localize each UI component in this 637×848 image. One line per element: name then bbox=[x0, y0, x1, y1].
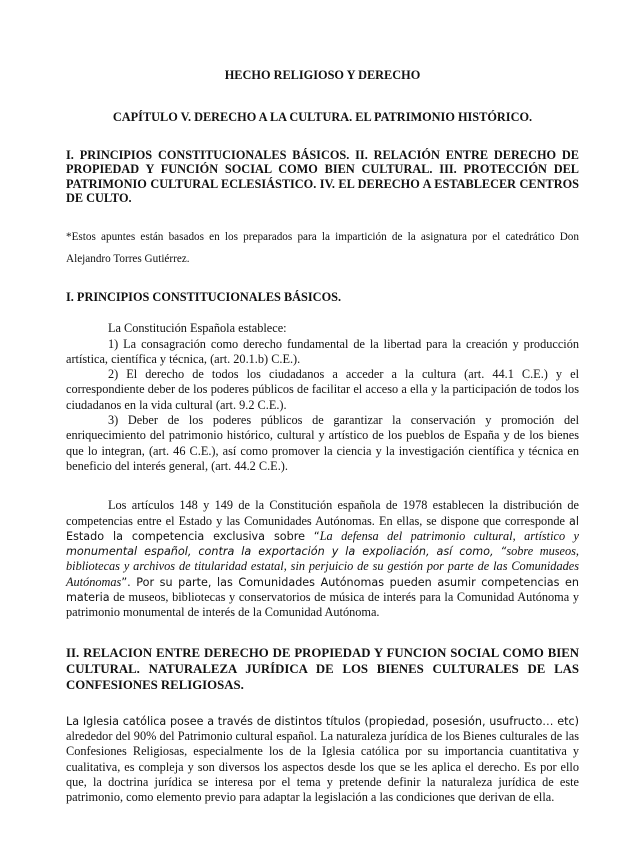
para-part-a: Los artículos 148 y 149 de la Constitución española de 1978 establecen la distribución de competencias entre el Estado y las Comunidades Autónomas. En ellas, se dispone que corresponde bbox=[66, 498, 579, 528]
para-part-f: ”. Por su parte, las Comunidades Autónomas pueden asumir competencias en materia bbox=[66, 575, 579, 605]
para2-part-b: alrededor del 90% del Patrimonio cultural español. La naturaleza jurídica de los Bienes culturales de las Confesiones Religiosas, especialmente los de la Iglesia católica por su importancia cuantitativa y cualitativa, es compleja y son diversos los aspectos desde los que se les aplica el derecho. Es por ello que, la doctrina jurídica se interesa por el tema y pretende definir la naturaleza jurídica de este patrimonio, como elemento previo para adaptar la legislación a las condiciones que derivan de ella. bbox=[66, 728, 579, 805]
para-quote-2: monumental español, contra la exportación y la expoliación, así como, “ bbox=[66, 545, 507, 559]
section-1-item-3: 3) Deber de los poderes públicos de garantizar la conservación y promoción del enriquecimiento del patrimonio histórico, cultural y artístico de los pueblos de España y de los bienes que lo integran, (art. 46 C.E.), así como promover la ciencia y la investigación científica y técnica en beneficio del interés general, (art. 44.2 C.E.). bbox=[66, 413, 579, 473]
chapter-outline: I. PRINCIPIOS CONSTITUCIONALES BÁSICOS. II. RELACIÓN ENTRE DERECHO DE PROPIEDAD Y FUNCIÓN SOCIAL COMO BIEN CULTURAL. III. PROTECCIÓN DEL PATRIMONIO CULTURAL ECLESIÁSTICO. IV. EL DERECHO A ESTABLECER CENTROS DE CULTO. bbox=[66, 147, 579, 206]
section-1-item-1: 1) La consagración como derecho fundamental de la libertad para la creación y producción artística, científica y técnica, (art. 20.1.b) C.E.). bbox=[66, 336, 579, 366]
para-part-b: al Estado la competencia exclusiva sobre “ bbox=[66, 514, 579, 543]
para2-part-a: La Iglesia católica posee a través de distintos títulos (propiedad, posesión, usufructo… etc) bbox=[66, 714, 579, 728]
section-1-item-2: 2) El derecho de todos los ciudadanos a acceder a la cultura (art. 44.1 C.E.) y el correspondiente deber de los poderes públicos de facilitar el acceso a ella y la participación de todos los ciudadanos en la vida cultural (art. 9.2 C.E.). bbox=[66, 367, 579, 412]
section-1-paragraph bbox=[66, 498, 579, 620]
chapter-title: CAPÍTULO V. DERECHO A LA CULTURA. EL PATRIMONIO HISTÓRICO. bbox=[112, 110, 533, 125]
section-1-heading: I. PRINCIPIOS CONSTITUCIONALES BÁSICOS. bbox=[66, 289, 342, 304]
document-title: HECHO RELIGIOSO Y DERECHO bbox=[224, 68, 421, 82]
para-part-g: de museos, bibliotecas y conservatorios de música de interés para la Comunidad Autónoma y patrimonio monumental de interés de la Comunidad Autónoma. bbox=[66, 590, 579, 620]
section-1-intro: La Constitución Española establece: bbox=[108, 321, 287, 336]
footnote: *Estos apuntes están basados en los preparados para la impartición de la asignatura por el catedrático Don Alejandro Torres Gutiérrez. bbox=[66, 230, 579, 266]
section-2-paragraph bbox=[66, 714, 579, 806]
section-2-heading: II. RELACION ENTRE DERECHO DE PROPIEDAD Y FUNCION SOCIAL COMO BIEN CULTURAL. NATURALEZA JURÍDICA DE LOS BIENES CULTURALES DE LAS CONFESIONES RELIGIOSAS. bbox=[66, 645, 579, 692]
para-quote-1: La defensa del patrimonio cultural, artístico y bbox=[319, 528, 579, 543]
page-content bbox=[66, 68, 579, 805]
para-quote-3: sobre museos, bibliotecas y archivos de titularidad estatal, sin perjuicio de su gestión por parte de las Comunidades Autónomas bbox=[66, 544, 579, 589]
